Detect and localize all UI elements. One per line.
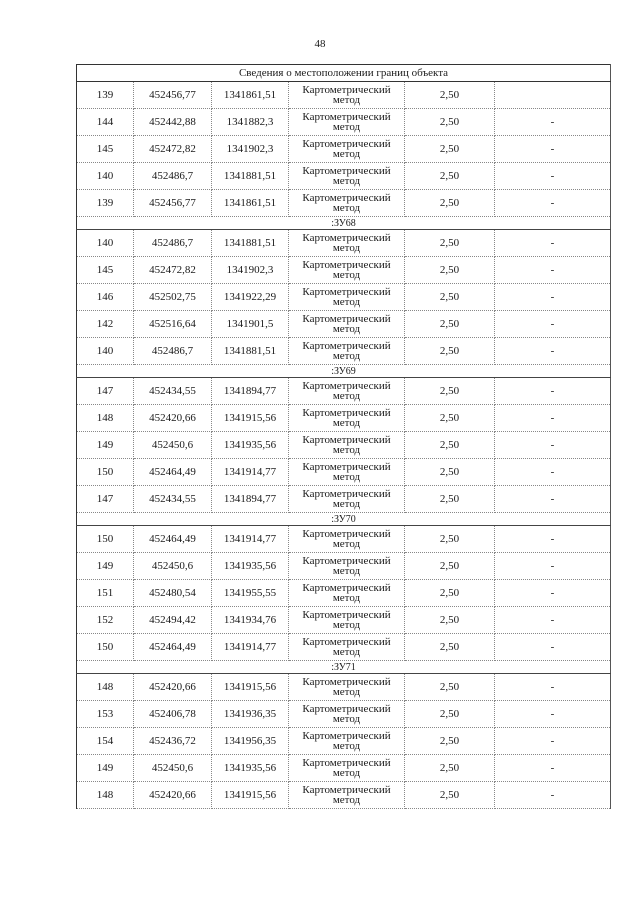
point-number-cell: 152: [77, 607, 134, 634]
x-coordinate-cell: 452472,82: [134, 136, 212, 163]
x-coordinate-cell: 452450,6: [134, 553, 212, 580]
method-line-2: метод: [332, 121, 361, 133]
method-line-1: Картометрический: [302, 286, 391, 298]
point-number-cell: 150: [77, 459, 134, 486]
point-number-cell: 148: [77, 405, 134, 432]
x-coordinate-cell: 452516,64: [134, 311, 212, 338]
section-row: [77, 513, 611, 526]
section-label: :ЗУ70: [77, 513, 611, 526]
method-line-1: Картометрический: [302, 676, 391, 688]
y-coordinate-cell: 1341881,51: [212, 163, 289, 190]
table-row: [77, 136, 611, 163]
y-coordinate-cell: 1341955,55: [212, 580, 289, 607]
method-cell: [289, 163, 405, 190]
section-label: :ЗУ71: [77, 661, 611, 674]
method-cell: [289, 190, 405, 217]
x-coordinate-cell: 452442,88: [134, 109, 212, 136]
precision-cell: 2,50: [405, 782, 495, 809]
point-number-cell: 150: [77, 634, 134, 661]
method-cell: [289, 634, 405, 661]
table-row: [77, 486, 611, 513]
table-row: [77, 311, 611, 338]
method-line-1: Картометрический: [302, 407, 391, 419]
note-cell: -: [495, 634, 611, 661]
method-line-2: метод: [332, 538, 361, 550]
x-coordinate-cell: 452502,75: [134, 284, 212, 311]
method-cell: [289, 136, 405, 163]
method-line-2: метод: [332, 444, 361, 456]
method-line-1: Картометрический: [302, 165, 391, 177]
method-line-2: метод: [332, 740, 361, 752]
table-row: [77, 338, 611, 365]
note-cell: -: [495, 674, 611, 701]
y-coordinate-cell: 1341861,51: [212, 82, 289, 109]
precision-cell: 2,50: [405, 82, 495, 109]
point-number-cell: 140: [77, 338, 134, 365]
method-cell: [289, 82, 405, 109]
section-row: [77, 661, 611, 674]
table-row: [77, 82, 611, 109]
method-line-2: метод: [332, 242, 361, 254]
method-line-2: метод: [332, 148, 361, 160]
method-line-1: Картометрический: [302, 488, 391, 500]
precision-cell: 2,50: [405, 580, 495, 607]
note-cell: -: [495, 432, 611, 459]
note-cell: -: [495, 755, 611, 782]
table-body: [77, 65, 611, 809]
method-line-2: метод: [332, 498, 361, 510]
precision-cell: 2,50: [405, 674, 495, 701]
table-row: [77, 230, 611, 257]
x-coordinate-cell: 452486,7: [134, 230, 212, 257]
table-row: [77, 580, 611, 607]
method-cell: [289, 432, 405, 459]
method-cell: [289, 378, 405, 405]
x-coordinate-cell: 452420,66: [134, 405, 212, 432]
x-coordinate-cell: 452434,55: [134, 378, 212, 405]
method-cell: [289, 284, 405, 311]
method-cell: [289, 257, 405, 284]
point-number-cell: 140: [77, 230, 134, 257]
method-line-2: метод: [332, 713, 361, 725]
point-number-cell: 146: [77, 284, 134, 311]
method-line-2: метод: [332, 350, 361, 362]
note-cell: -: [495, 257, 611, 284]
precision-cell: 2,50: [405, 284, 495, 311]
note-cell: -: [495, 607, 611, 634]
method-line-1: Картометрический: [302, 313, 391, 325]
method-line-2: метод: [332, 202, 361, 214]
table-header: Сведения о местоположении границ объекта: [77, 65, 611, 82]
method-cell: [289, 755, 405, 782]
method-line-2: метод: [332, 565, 361, 577]
method-cell: [289, 459, 405, 486]
method-cell: [289, 526, 405, 553]
section-label: :ЗУ69: [77, 365, 611, 378]
point-number-cell: 150: [77, 526, 134, 553]
note-cell: -: [495, 190, 611, 217]
y-coordinate-cell: 1341915,56: [212, 405, 289, 432]
precision-cell: 2,50: [405, 459, 495, 486]
precision-cell: 2,50: [405, 311, 495, 338]
y-coordinate-cell: 1341935,56: [212, 553, 289, 580]
precision-cell: 2,50: [405, 230, 495, 257]
method-line-2: метод: [332, 296, 361, 308]
note-cell: -: [495, 284, 611, 311]
method-line-2: метод: [332, 646, 361, 658]
method-line-1: Картометрический: [302, 461, 391, 473]
precision-cell: 2,50: [405, 486, 495, 513]
method-line-1: Картометрический: [302, 259, 391, 271]
point-number-cell: 147: [77, 378, 134, 405]
y-coordinate-cell: 1341936,35: [212, 701, 289, 728]
x-coordinate-cell: 452456,77: [134, 82, 212, 109]
method-cell: [289, 701, 405, 728]
y-coordinate-cell: 1341934,76: [212, 607, 289, 634]
table-row: [77, 163, 611, 190]
method-line-2: метод: [332, 175, 361, 187]
method-cell: [289, 486, 405, 513]
note-cell: -: [495, 526, 611, 553]
precision-cell: 2,50: [405, 634, 495, 661]
table-row: [77, 378, 611, 405]
table-row: [77, 607, 611, 634]
note-cell: -: [495, 486, 611, 513]
point-number-cell: 142: [77, 311, 134, 338]
y-coordinate-cell: 1341915,56: [212, 782, 289, 809]
method-line-2: метод: [332, 592, 361, 604]
point-number-cell: 149: [77, 553, 134, 580]
method-cell: [289, 553, 405, 580]
table-row: [77, 109, 611, 136]
precision-cell: 2,50: [405, 338, 495, 365]
precision-cell: 2,50: [405, 190, 495, 217]
note-cell: -: [495, 405, 611, 432]
point-number-cell: 139: [77, 82, 134, 109]
x-coordinate-cell: 452472,82: [134, 257, 212, 284]
note-cell: -: [495, 459, 611, 486]
note-cell: -: [495, 109, 611, 136]
precision-cell: 2,50: [405, 701, 495, 728]
point-number-cell: 148: [77, 782, 134, 809]
note-cell: -: [495, 580, 611, 607]
table-row: [77, 526, 611, 553]
section-label: :ЗУ68: [77, 217, 611, 230]
method-line-1: Картометрический: [302, 555, 391, 567]
x-coordinate-cell: 452486,7: [134, 163, 212, 190]
note-cell: -: [495, 782, 611, 809]
method-line-1: Картометрический: [302, 609, 391, 621]
method-line-1: Картометрический: [302, 730, 391, 742]
point-number-cell: 145: [77, 136, 134, 163]
method-cell: [289, 728, 405, 755]
method-line-2: метод: [332, 94, 361, 106]
method-cell: [289, 311, 405, 338]
x-coordinate-cell: 452434,55: [134, 486, 212, 513]
y-coordinate-cell: 1341914,77: [212, 634, 289, 661]
precision-cell: 2,50: [405, 607, 495, 634]
section-row: [77, 365, 611, 378]
point-number-cell: 147: [77, 486, 134, 513]
page-number: 48: [314, 38, 326, 50]
method-line-1: Картометрический: [302, 757, 391, 769]
method-line-2: метод: [332, 390, 361, 402]
method-cell: [289, 230, 405, 257]
method-line-1: Картометрический: [302, 528, 391, 540]
note-cell: -: [495, 163, 611, 190]
table-row: [77, 782, 611, 809]
method-line-1: Картометрический: [302, 636, 391, 648]
x-coordinate-cell: 452420,66: [134, 782, 212, 809]
x-coordinate-cell: 452406,78: [134, 701, 212, 728]
x-coordinate-cell: 452480,54: [134, 580, 212, 607]
method-cell: [289, 405, 405, 432]
method-cell: [289, 580, 405, 607]
x-coordinate-cell: 452464,49: [134, 526, 212, 553]
method-line-2: метод: [332, 767, 361, 779]
precision-cell: 2,50: [405, 432, 495, 459]
section-row: [77, 217, 611, 230]
y-coordinate-cell: 1341882,3: [212, 109, 289, 136]
coordinates-table: [76, 64, 611, 809]
precision-cell: 2,50: [405, 257, 495, 284]
method-cell: [289, 782, 405, 809]
precision-cell: 2,50: [405, 378, 495, 405]
table-row: [77, 190, 611, 217]
y-coordinate-cell: 1341894,77: [212, 486, 289, 513]
note-cell: -: [495, 230, 611, 257]
table-row: [77, 459, 611, 486]
method-cell: [289, 674, 405, 701]
table-row: [77, 405, 611, 432]
method-line-1: Картометрический: [302, 84, 391, 96]
table-row: [77, 634, 611, 661]
point-number-cell: 144: [77, 109, 134, 136]
y-coordinate-cell: 1341915,56: [212, 674, 289, 701]
method-line-2: метод: [332, 619, 361, 631]
method-line-1: Картометрический: [302, 111, 391, 123]
table-row: [77, 432, 611, 459]
y-coordinate-cell: 1341956,35: [212, 728, 289, 755]
method-line-1: Картометрический: [302, 340, 391, 352]
table-row: [77, 728, 611, 755]
x-coordinate-cell: 452494,42: [134, 607, 212, 634]
point-number-cell: 149: [77, 755, 134, 782]
method-line-1: Картометрический: [302, 703, 391, 715]
point-number-cell: 145: [77, 257, 134, 284]
method-line-1: Картометрический: [302, 192, 391, 204]
table-header-row: [77, 65, 611, 82]
table-row: [77, 701, 611, 728]
point-number-cell: 154: [77, 728, 134, 755]
y-coordinate-cell: 1341914,77: [212, 459, 289, 486]
x-coordinate-cell: 452464,49: [134, 634, 212, 661]
precision-cell: 2,50: [405, 163, 495, 190]
point-number-cell: 153: [77, 701, 134, 728]
table-row: [77, 674, 611, 701]
table-row: [77, 755, 611, 782]
y-coordinate-cell: 1341881,51: [212, 338, 289, 365]
point-number-cell: 151: [77, 580, 134, 607]
method-cell: [289, 338, 405, 365]
note-cell: -: [495, 553, 611, 580]
y-coordinate-cell: 1341902,3: [212, 257, 289, 284]
note-cell: -: [495, 701, 611, 728]
x-coordinate-cell: 452464,49: [134, 459, 212, 486]
y-coordinate-cell: 1341922,29: [212, 284, 289, 311]
y-coordinate-cell: 1341935,56: [212, 755, 289, 782]
point-number-cell: 140: [77, 163, 134, 190]
method-line-2: метод: [332, 686, 361, 698]
y-coordinate-cell: 1341894,77: [212, 378, 289, 405]
x-coordinate-cell: 452486,7: [134, 338, 212, 365]
y-coordinate-cell: 1341901,5: [212, 311, 289, 338]
y-coordinate-cell: 1341935,56: [212, 432, 289, 459]
precision-cell: 2,50: [405, 526, 495, 553]
point-number-cell: 139: [77, 190, 134, 217]
method-line-1: Картометрический: [302, 582, 391, 594]
precision-cell: 2,50: [405, 405, 495, 432]
x-coordinate-cell: 452450,6: [134, 432, 212, 459]
x-coordinate-cell: 452456,77: [134, 190, 212, 217]
method-line-1: Картометрический: [302, 434, 391, 446]
x-coordinate-cell: 452436,72: [134, 728, 212, 755]
precision-cell: 2,50: [405, 755, 495, 782]
note-cell: [495, 82, 611, 109]
method-line-1: Картометрический: [302, 232, 391, 244]
y-coordinate-cell: 1341902,3: [212, 136, 289, 163]
y-coordinate-cell: 1341914,77: [212, 526, 289, 553]
note-cell: -: [495, 378, 611, 405]
point-number-cell: 149: [77, 432, 134, 459]
precision-cell: 2,50: [405, 728, 495, 755]
note-cell: -: [495, 136, 611, 163]
point-number-cell: 148: [77, 674, 134, 701]
method-line-2: метод: [332, 417, 361, 429]
precision-cell: 2,50: [405, 553, 495, 580]
table-row: [77, 284, 611, 311]
x-coordinate-cell: 452420,66: [134, 674, 212, 701]
precision-cell: 2,50: [405, 136, 495, 163]
method-line-1: Картометрический: [302, 138, 391, 150]
note-cell: -: [495, 311, 611, 338]
y-coordinate-cell: 1341881,51: [212, 230, 289, 257]
note-cell: -: [495, 728, 611, 755]
method-line-2: метод: [332, 323, 361, 335]
method-cell: [289, 109, 405, 136]
x-coordinate-cell: 452450,6: [134, 755, 212, 782]
y-coordinate-cell: 1341861,51: [212, 190, 289, 217]
method-cell: [289, 607, 405, 634]
method-line-1: Картометрический: [302, 380, 391, 392]
table-row: [77, 257, 611, 284]
method-line-2: метод: [332, 794, 361, 806]
method-line-2: метод: [332, 471, 361, 483]
note-cell: -: [495, 338, 611, 365]
method-line-1: Картометрический: [302, 784, 391, 796]
table-row: [77, 553, 611, 580]
precision-cell: 2,50: [405, 109, 495, 136]
method-line-2: метод: [332, 269, 361, 281]
